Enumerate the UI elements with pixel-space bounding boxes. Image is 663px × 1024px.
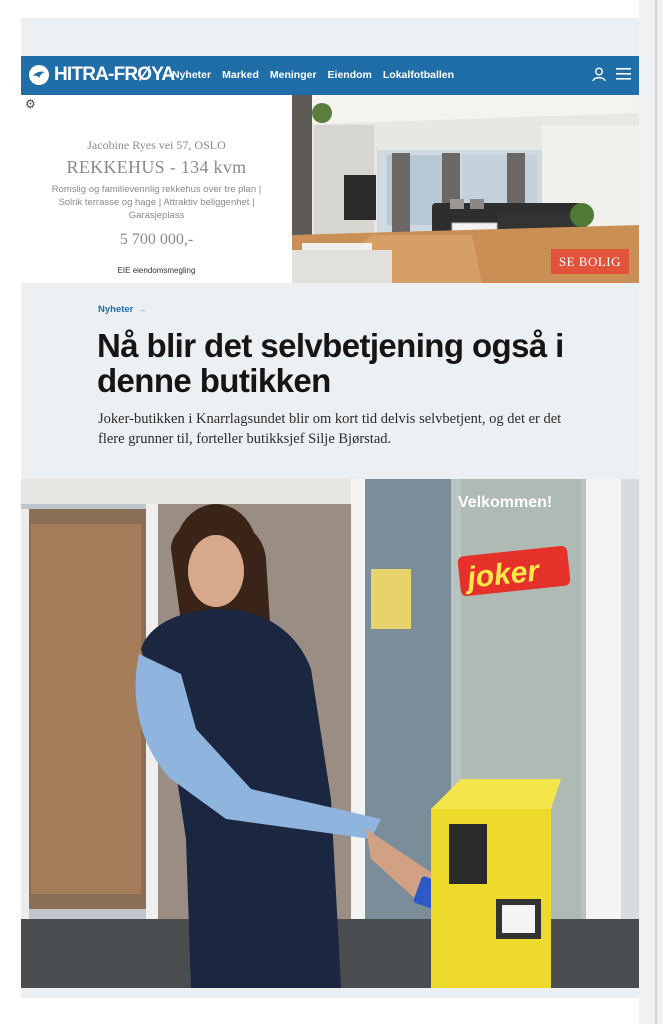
site-header	[21, 56, 639, 95]
nav-item-nyheter[interactable]: Nyheter	[172, 69, 212, 81]
logo-text: HITRA-FRØYA	[54, 64, 175, 85]
nav-item-lokalfotballen[interactable]: Lokalfotballen	[382, 69, 455, 81]
user-icon[interactable]	[592, 67, 606, 87]
menu-icon[interactable]	[616, 67, 631, 87]
browser-scrollbar[interactable]	[639, 0, 663, 1024]
sign-welcome-text: Velkommen!	[458, 494, 553, 511]
nav-item-meninger[interactable]: Meninger	[269, 69, 317, 81]
article-headline: Nå blir det selvbetjening også i denne butikken	[97, 327, 564, 399]
store-entrance-illustration	[21, 479, 639, 988]
nav-item-eiendom[interactable]: Eiendom	[327, 69, 372, 81]
main-nav	[172, 69, 465, 81]
ad-title: REKKEHUS - 134 kvm	[66, 157, 247, 177]
nav-item-marked[interactable]: Marked	[222, 69, 259, 81]
ad-description: Romslig og familievennlig rekkehus over tre plan | Solrik terrasse og hage | Attraktiv beliggenhet | Garasjeplass	[51, 184, 262, 221]
ad-price: 5 700 000,-	[119, 231, 194, 248]
article-kicker[interactable]	[98, 304, 147, 315]
ad-address: Jacobine Ryes vei 57, OSLO	[87, 138, 226, 152]
kicker-label: Nyheter	[98, 304, 134, 315]
kicker-arrow-icon: →	[137, 304, 147, 315]
scrollbar-track	[655, 0, 657, 1024]
ad-settings-gear-icon[interactable]: ⚙	[25, 97, 36, 111]
article-hero-photo[interactable]	[21, 479, 639, 988]
article-lede: Joker-butikken i Knarrlagsundet blir om kort tid delvis selvbetjent, og det er det flere grunner til, forteller butikksjef Silje Bjørstad.	[98, 411, 562, 447]
ad-living-room-photo[interactable]	[292, 95, 639, 283]
ad-agent: EIE eiendomsmegling	[117, 266, 196, 275]
ad-banner-text[interactable]	[21, 95, 292, 283]
se-bolig-button[interactable]: SE BOLIG	[551, 249, 629, 274]
site-logo[interactable]	[29, 63, 174, 87]
logo-bird-icon	[29, 65, 49, 85]
sign-joker-logo: joker	[465, 554, 541, 595]
